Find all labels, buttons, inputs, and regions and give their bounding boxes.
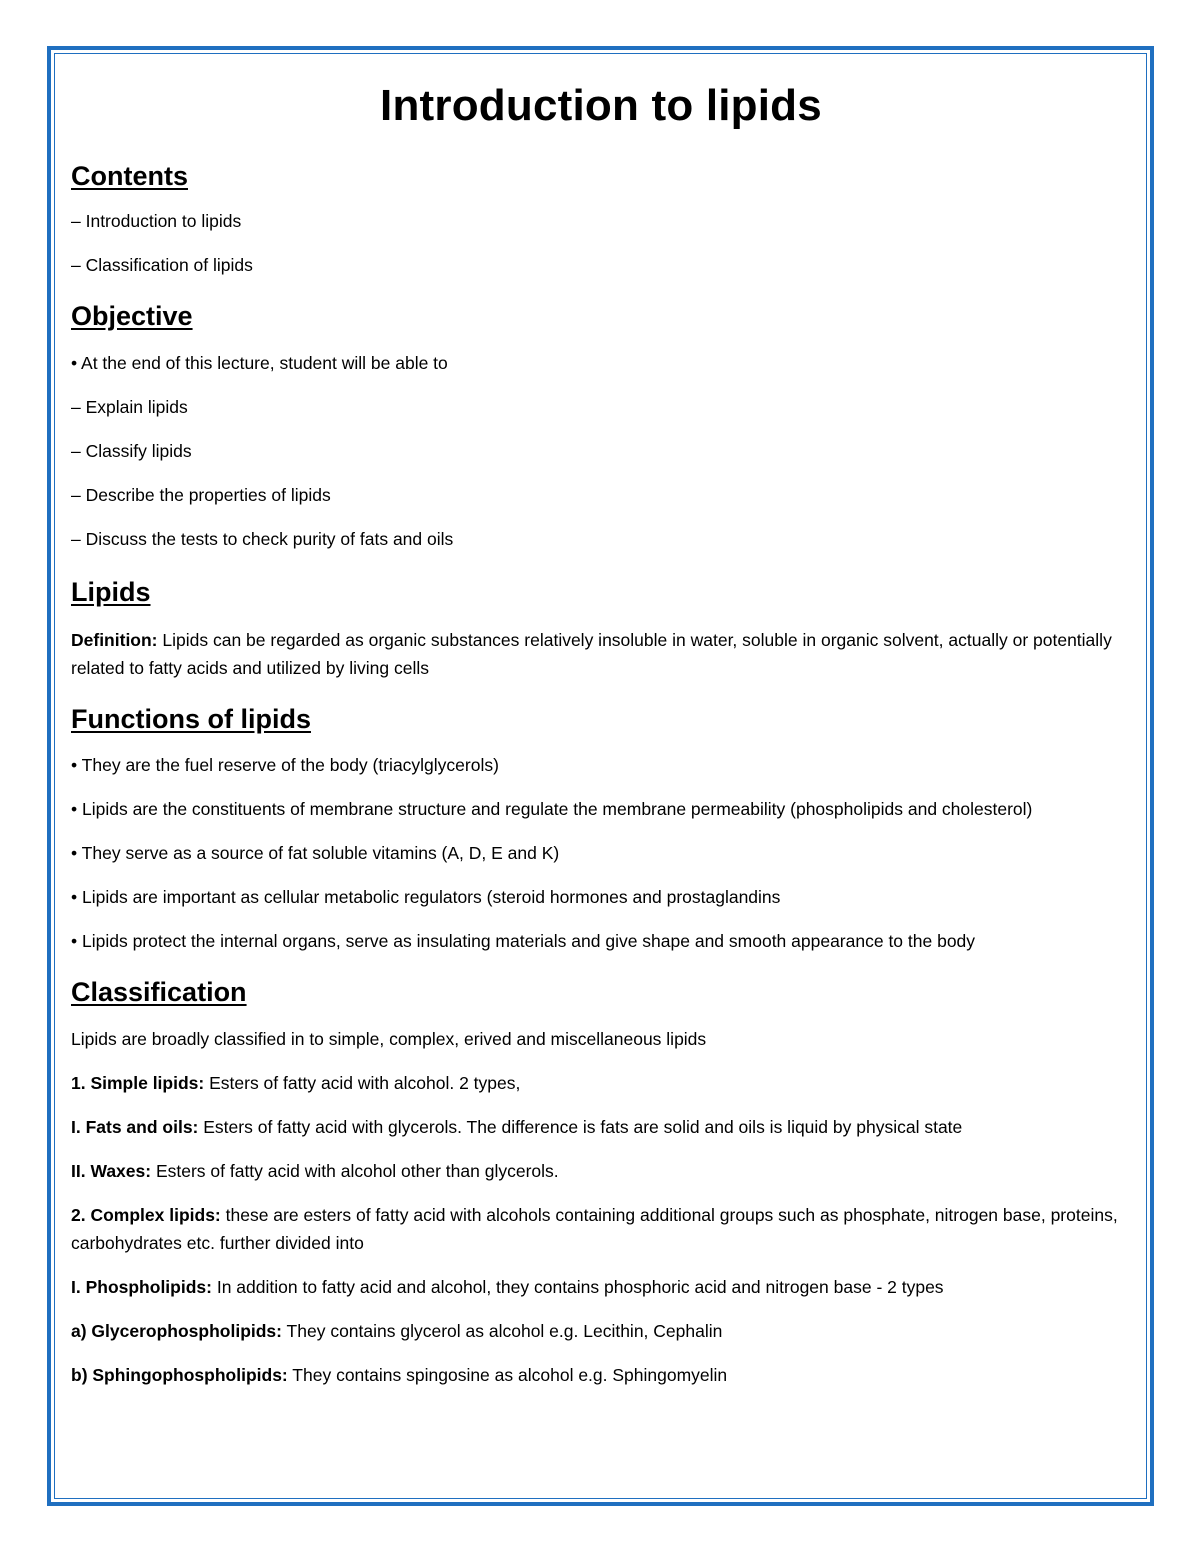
entry-text: Esters of fatty acid with alcohol. 2 types, [204, 1073, 521, 1093]
definition-text: Lipids can be regarded as organic substances relatively insoluble in water, soluble in organic solvent, actually or potentially related to fatty acids and utilized by living cells [71, 630, 1112, 678]
entry-text: Esters of fatty acid with alcohol other than glycerols. [151, 1161, 559, 1181]
function-item: • They are the fuel reserve of the body (triacylglycerols) [71, 755, 499, 775]
objective-item: – Describe the properties of lipids [71, 485, 331, 505]
entry-text: Esters of fatty acid with glycerols. The difference is fats are solid and oils is liquid by physical state [198, 1117, 963, 1137]
entry-text: these are esters of fatty acid with alcohols containing additional groups such as phosphate, nitrogen base, proteins, carbohydrates etc. further divided into [71, 1205, 1118, 1253]
classification-entry [71, 1273, 1131, 1301]
entry-text: In addition to fatty acid and alcohol, they contains phosphoric acid and nitrogen base - 2 types [211, 1277, 944, 1297]
functions-heading: Functions of lipids [71, 704, 311, 734]
lipids-definition [71, 626, 1131, 682]
entry-label: a) Glycerophospholipids: [71, 1321, 282, 1341]
classification-entry [71, 1113, 1131, 1141]
document-title: Introduction to lipids [380, 81, 822, 130]
entry-text: They contains glycerol as alcohol e.g. Lecithin, Cephalin [282, 1321, 723, 1341]
entry-label: 2. Complex lipids: [71, 1205, 221, 1225]
entry-label: II. Waxes: [71, 1161, 152, 1181]
entry-label: I. Fats and oils: [71, 1117, 199, 1137]
classification-entry [71, 1361, 1131, 1389]
objective-heading: Objective [71, 301, 193, 331]
lipids-heading: Lipids [71, 577, 151, 607]
document-body [71, 76, 1131, 1389]
classification-entry [71, 1201, 1131, 1257]
function-item: • Lipids protect the internal organs, serve as insulating materials and give shape and smooth appearance to the body [71, 931, 976, 951]
entry-label: I. Phospholipids: [71, 1277, 212, 1297]
objective-item: – Classify lipids [71, 441, 192, 461]
classification-entry [71, 1317, 1131, 1345]
function-item: • They serve as a source of fat soluble vitamins (A, D, E and K) [71, 843, 560, 863]
function-item: • Lipids are the constituents of membrane structure and regulate the membrane permeability (phospholipids and cholesterol) [71, 799, 1033, 819]
classification-heading: Classification [71, 977, 247, 1007]
contents-heading: Contents [71, 161, 188, 191]
contents-item: – Introduction to lipids [71, 211, 242, 231]
classification-intro: Lipids are broadly classified in to simple, complex, erived and miscellaneous lipids [71, 1029, 707, 1049]
function-item: • Lipids are important as cellular metabolic regulators (steroid hormones and prostaglandins [71, 887, 781, 907]
contents-item: – Classification of lipids [71, 255, 253, 275]
classification-entry [71, 1069, 1131, 1097]
objective-item: – Discuss the tests to check purity of fats and oils [71, 529, 454, 549]
definition-label: Definition: [71, 630, 158, 650]
entry-label: 1. Simple lipids: [71, 1073, 205, 1093]
entry-label: b) Sphingophospholipids: [71, 1365, 288, 1385]
classification-entry [71, 1157, 1131, 1185]
objective-item: • At the end of this lecture, student will be able to [71, 353, 448, 373]
entry-text: They contains spingosine as alcohol e.g. Sphingomyelin [287, 1365, 728, 1385]
objective-item: – Explain lipids [71, 397, 188, 417]
